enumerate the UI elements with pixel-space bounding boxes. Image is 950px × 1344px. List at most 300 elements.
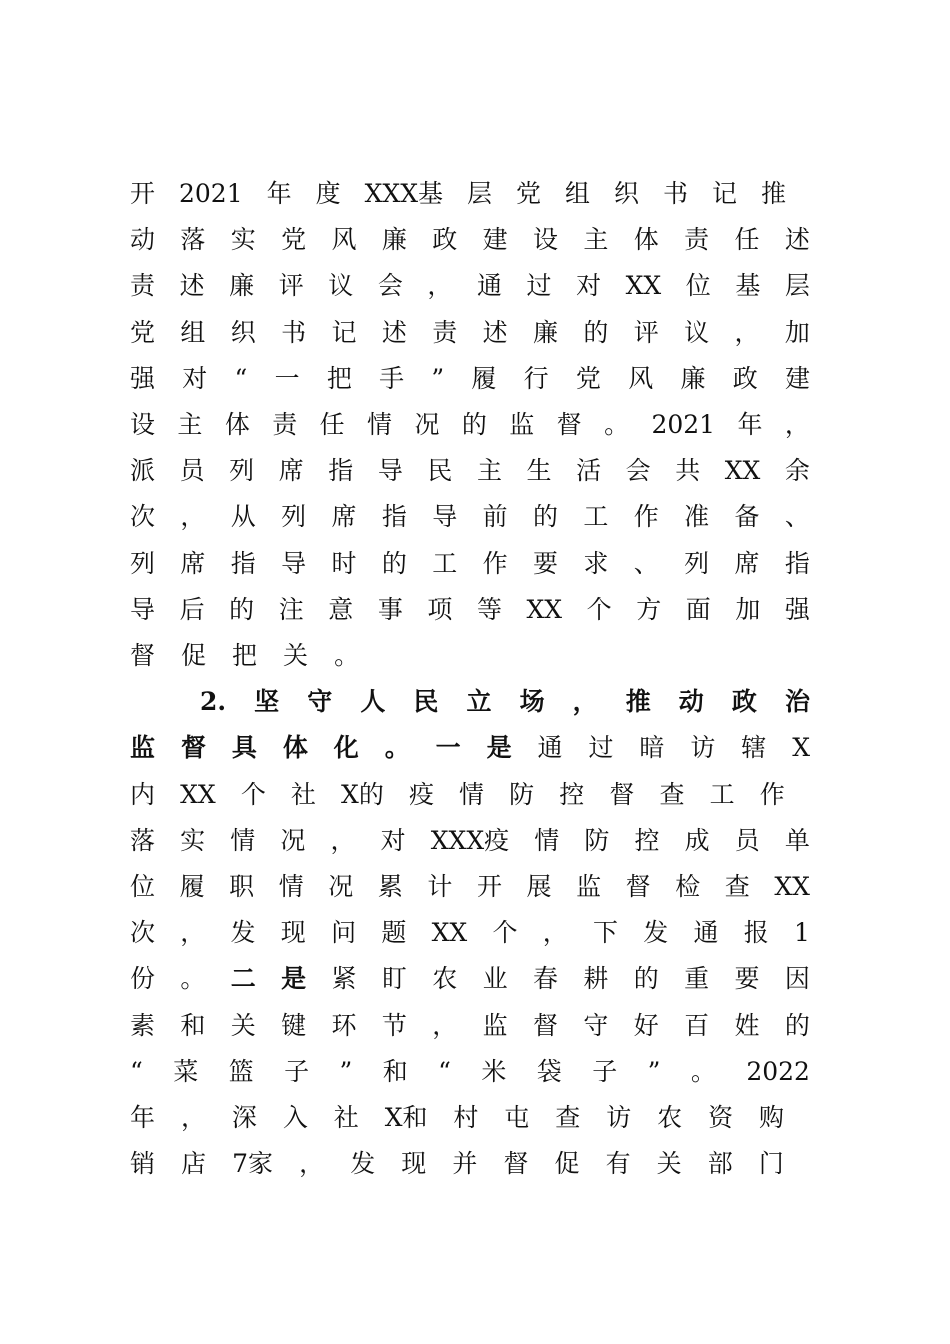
text-token: 督 bbox=[556, 410, 582, 439]
text-token: 暗 bbox=[639, 733, 665, 763]
text-token: 成 bbox=[684, 825, 710, 855]
text-token: ” bbox=[431, 363, 445, 393]
text-token: 情 bbox=[459, 779, 485, 809]
text-token: 席 bbox=[331, 502, 357, 532]
text-token: 况 bbox=[328, 872, 354, 901]
text-token: 篮 bbox=[228, 1056, 254, 1086]
text-token: 余 bbox=[784, 456, 810, 486]
text-token: 工 bbox=[432, 548, 458, 578]
text-token: 和 bbox=[382, 1056, 408, 1086]
paragraph-line bbox=[130, 497, 810, 537]
text-token: 织 bbox=[614, 179, 640, 208]
text-token: 村 bbox=[453, 1103, 479, 1132]
text-token: 通 bbox=[537, 733, 563, 763]
text-token: 过 bbox=[588, 733, 614, 763]
text-token: 、 bbox=[633, 548, 659, 578]
text-token: 。 bbox=[690, 1056, 716, 1086]
paragraph-line bbox=[130, 821, 810, 861]
text-token: 防 bbox=[584, 825, 610, 855]
text-token: 政 bbox=[732, 363, 758, 393]
text-token: 有 bbox=[605, 1149, 631, 1179]
text-token: 1 bbox=[794, 918, 810, 948]
text-token: 党 bbox=[575, 363, 601, 393]
text-token: 社 bbox=[290, 779, 316, 809]
text-token: 2021 bbox=[179, 179, 243, 208]
text-token: 对 bbox=[380, 825, 406, 855]
text-token: 会 bbox=[625, 456, 651, 486]
text-token: 派 bbox=[130, 456, 156, 486]
text-token: 现 bbox=[280, 918, 306, 948]
text-token: ， bbox=[180, 502, 206, 532]
text-token: 把 bbox=[326, 363, 352, 393]
text-token: 百 bbox=[684, 1010, 710, 1040]
text-token: 发 bbox=[643, 918, 669, 948]
text-token: 求 bbox=[583, 548, 609, 578]
text-token: 列 bbox=[684, 548, 710, 578]
paragraph-line bbox=[130, 220, 810, 260]
text-token: 入 bbox=[282, 1103, 308, 1132]
text-token: 作 bbox=[633, 502, 659, 532]
text-token: 度 bbox=[315, 179, 341, 208]
text-token: 子 bbox=[284, 1056, 310, 1086]
text-token: 督 bbox=[533, 1010, 559, 1040]
text-token: 资 bbox=[708, 1103, 734, 1132]
text-token: 建 bbox=[784, 363, 810, 393]
text-token: ， bbox=[330, 825, 356, 855]
text-token: 的 bbox=[461, 410, 487, 439]
text-token: 履 bbox=[471, 363, 497, 393]
text-token: 通 bbox=[693, 918, 719, 948]
text-token: 现 bbox=[401, 1149, 427, 1179]
paragraph-line bbox=[130, 266, 810, 306]
text-token: 推 bbox=[625, 687, 651, 717]
text-token: 立 bbox=[466, 687, 492, 717]
text-token: 控 bbox=[559, 779, 585, 809]
text-token: 议 bbox=[328, 271, 354, 301]
text-token: 织 bbox=[230, 317, 256, 347]
paragraph-line bbox=[130, 590, 810, 630]
text-token: 检 bbox=[675, 872, 701, 901]
text-token: 责 bbox=[684, 225, 710, 255]
text-token: 疫 bbox=[408, 779, 434, 809]
text-token: 廉 bbox=[381, 225, 407, 255]
text-token: ， bbox=[427, 271, 453, 301]
text-token: 会 bbox=[377, 271, 403, 301]
text-token: 关 bbox=[283, 641, 309, 670]
text-token: 动 bbox=[678, 687, 704, 717]
text-token: 发 bbox=[230, 918, 256, 948]
text-token: 督 bbox=[130, 641, 156, 670]
text-token: 门 bbox=[758, 1149, 784, 1179]
text-token: XX bbox=[774, 872, 810, 901]
text-token: 民 bbox=[413, 687, 439, 717]
text-token: 建 bbox=[482, 225, 508, 255]
paragraph-line bbox=[130, 775, 810, 815]
text-token: 紧 bbox=[331, 964, 357, 994]
text-token: 下 bbox=[592, 918, 618, 948]
text-token: 店 bbox=[181, 1149, 207, 1179]
text-token: 层 bbox=[784, 271, 810, 301]
text-token: 导 bbox=[130, 594, 156, 624]
text-token: 时 bbox=[331, 548, 357, 578]
text-token: 、 bbox=[784, 502, 810, 532]
text-token: 促 bbox=[554, 1149, 580, 1179]
text-token: 书 bbox=[281, 317, 307, 347]
text-token: 后 bbox=[179, 594, 205, 624]
paragraph-line bbox=[130, 728, 810, 768]
text-token: 要 bbox=[734, 964, 760, 994]
text-token: 责 bbox=[432, 317, 458, 347]
text-token: 体 bbox=[224, 410, 250, 439]
text-token: 任 bbox=[734, 225, 760, 255]
text-token: 深 bbox=[231, 1103, 257, 1132]
text-token: ， bbox=[734, 317, 760, 347]
text-token: 况 bbox=[280, 825, 306, 855]
text-token: 米 bbox=[481, 1056, 507, 1086]
text-token: 席 bbox=[180, 548, 206, 578]
text-token: “ bbox=[438, 1056, 451, 1086]
text-token: 好 bbox=[633, 1010, 659, 1040]
text-token: 督 bbox=[625, 872, 651, 901]
text-token: 防 bbox=[509, 779, 535, 809]
text-token: 关 bbox=[656, 1149, 682, 1179]
text-token: 活 bbox=[576, 456, 602, 486]
paragraph-line bbox=[130, 313, 810, 353]
text-token: 一 bbox=[274, 363, 300, 393]
text-token: 监 bbox=[576, 872, 602, 901]
text-token: 单 bbox=[784, 825, 810, 855]
text-token: 重 bbox=[684, 964, 710, 994]
text-token: 指 bbox=[381, 502, 407, 532]
text-token: XXX疫 bbox=[430, 825, 510, 855]
text-token: 坚 bbox=[254, 687, 280, 717]
text-token: 述 bbox=[784, 225, 810, 255]
text-token: 把 bbox=[232, 641, 258, 670]
text-token: 问 bbox=[331, 918, 357, 948]
text-token: XXX基 bbox=[364, 179, 444, 208]
text-token: 动 bbox=[130, 225, 156, 255]
text-token: 列 bbox=[130, 548, 156, 578]
text-token: 述 bbox=[179, 271, 205, 301]
text-token: ， bbox=[784, 410, 810, 439]
text-token: 书 bbox=[663, 179, 689, 208]
text-token: 准 bbox=[684, 502, 710, 532]
text-token: 2022 bbox=[746, 1056, 810, 1086]
text-token: 责 bbox=[130, 271, 156, 301]
text-token: XX bbox=[625, 271, 662, 301]
text-token: 方 bbox=[636, 594, 662, 624]
text-token: ， bbox=[180, 918, 206, 948]
text-token: 销 bbox=[130, 1149, 156, 1179]
text-token: 的 bbox=[633, 964, 659, 994]
text-token: 份 bbox=[130, 964, 156, 994]
text-token: 设 bbox=[533, 225, 559, 255]
text-token: 并 bbox=[452, 1149, 478, 1179]
text-token: 素 bbox=[130, 1010, 156, 1040]
paragraph-line bbox=[130, 867, 810, 907]
text-token: 意 bbox=[328, 594, 354, 624]
text-token: ” bbox=[647, 1056, 661, 1086]
text-token: 廉 bbox=[533, 317, 559, 347]
text-token: 访 bbox=[606, 1103, 632, 1132]
text-token: 作 bbox=[759, 779, 785, 809]
text-token: 的 bbox=[583, 317, 609, 347]
text-token: XX bbox=[526, 594, 563, 624]
paragraph-line bbox=[130, 913, 810, 953]
text-token: 要 bbox=[533, 548, 559, 578]
text-token: 情 bbox=[230, 825, 256, 855]
text-token: 廉 bbox=[229, 271, 255, 301]
text-token: 议 bbox=[684, 317, 710, 347]
paragraph-line bbox=[130, 1052, 810, 1092]
text-token: 购 bbox=[759, 1103, 785, 1132]
text-token: ， bbox=[180, 1103, 206, 1132]
text-token: 。 bbox=[604, 410, 630, 439]
text-token: 社 bbox=[333, 1103, 359, 1132]
text-token: 开 bbox=[130, 179, 156, 208]
text-token: ， bbox=[299, 1149, 325, 1179]
text-token: 员 bbox=[179, 456, 205, 486]
text-token: 民 bbox=[427, 456, 453, 486]
text-token: 展 bbox=[526, 872, 552, 901]
paragraph-line bbox=[130, 451, 810, 491]
text-token: 屯 bbox=[504, 1103, 530, 1132]
text-token: 耕 bbox=[583, 964, 609, 994]
text-token: 。 bbox=[180, 964, 206, 994]
paragraph-line bbox=[130, 405, 810, 445]
text-token: 控 bbox=[634, 825, 660, 855]
text-token: 风 bbox=[331, 225, 357, 255]
text-token: 关 bbox=[230, 1010, 256, 1040]
text-token: 体 bbox=[282, 733, 308, 763]
text-token: 个 bbox=[240, 779, 266, 809]
text-token: 等 bbox=[476, 594, 502, 624]
text-token: ， bbox=[572, 687, 598, 717]
text-token: 具 bbox=[231, 733, 257, 763]
text-token: X bbox=[792, 733, 810, 763]
text-token: 席 bbox=[278, 456, 304, 486]
text-token: 查 bbox=[659, 779, 685, 809]
text-token: 作 bbox=[482, 548, 508, 578]
text-token: 盯 bbox=[381, 964, 407, 994]
text-token: 指 bbox=[784, 548, 810, 578]
text-token: XX bbox=[431, 918, 468, 948]
text-token: 是 bbox=[486, 733, 512, 763]
text-token: 2. bbox=[200, 687, 227, 717]
text-token: 和 bbox=[180, 1010, 206, 1040]
text-token: 开 bbox=[476, 872, 502, 901]
text-token: 工 bbox=[583, 502, 609, 532]
text-token: 主 bbox=[476, 456, 502, 486]
text-token: 席 bbox=[734, 548, 760, 578]
text-token: 手 bbox=[379, 363, 405, 393]
text-token: 个 bbox=[492, 918, 518, 948]
text-token: 督 bbox=[180, 733, 206, 763]
text-token: 姓 bbox=[734, 1010, 760, 1040]
text-token: 党 bbox=[130, 317, 156, 347]
text-token: 查 bbox=[555, 1103, 581, 1132]
text-token: 二 bbox=[230, 964, 256, 994]
text-token: 风 bbox=[628, 363, 654, 393]
text-token: ， bbox=[542, 918, 568, 948]
text-token: 环 bbox=[331, 1010, 357, 1040]
text-token: 强 bbox=[784, 594, 810, 624]
text-token: 治 bbox=[784, 687, 810, 717]
text-token: 层 bbox=[467, 179, 493, 208]
text-token: ， bbox=[432, 1010, 458, 1040]
text-token: 查 bbox=[724, 872, 750, 901]
text-token: 一 bbox=[435, 733, 461, 763]
text-token: 评 bbox=[278, 271, 304, 301]
text-token: 键 bbox=[281, 1010, 307, 1040]
text-token: 组 bbox=[565, 179, 591, 208]
text-token: 共 bbox=[675, 456, 701, 486]
text-token: 推 bbox=[761, 179, 787, 208]
text-token: 是 bbox=[281, 964, 307, 994]
text-token: 导 bbox=[281, 548, 307, 578]
text-token: 对 bbox=[576, 271, 602, 301]
text-token: 农 bbox=[432, 964, 458, 994]
text-token: 加 bbox=[735, 594, 761, 624]
text-token: 列 bbox=[229, 456, 255, 486]
text-token: 列 bbox=[281, 502, 307, 532]
text-token: 年 bbox=[737, 410, 763, 439]
text-token: 述 bbox=[482, 317, 508, 347]
text-token: 实 bbox=[180, 825, 206, 855]
text-token: 监 bbox=[482, 1010, 508, 1040]
text-token: “ bbox=[130, 1056, 143, 1086]
text-token: 指 bbox=[328, 456, 354, 486]
text-token: 辖 bbox=[741, 733, 767, 763]
text-token: 过 bbox=[526, 271, 552, 301]
text-token: 责 bbox=[272, 410, 298, 439]
text-token: 。 bbox=[334, 641, 360, 670]
text-token: 任 bbox=[319, 410, 345, 439]
text-token: 位 bbox=[685, 271, 711, 301]
text-token: 从 bbox=[230, 502, 256, 532]
text-token: 述 bbox=[381, 317, 407, 347]
text-token: 组 bbox=[180, 317, 206, 347]
text-token: 况 bbox=[414, 410, 440, 439]
text-token: 。 bbox=[384, 733, 410, 763]
text-token: 访 bbox=[690, 733, 716, 763]
text-token: 督 bbox=[609, 779, 635, 809]
text-token: 廉 bbox=[680, 363, 706, 393]
text-token: 2021 bbox=[651, 410, 716, 439]
text-token: 备 bbox=[734, 502, 760, 532]
text-token: 化 bbox=[333, 733, 359, 763]
text-token: 报 bbox=[743, 918, 769, 948]
text-token: 生 bbox=[526, 456, 552, 486]
text-token: 袋 bbox=[536, 1056, 562, 1086]
text-token: 行 bbox=[523, 363, 549, 393]
paragraph-line bbox=[130, 1006, 810, 1046]
paragraph-line bbox=[130, 174, 810, 214]
text-token: 记 bbox=[712, 179, 738, 208]
text-token: 加 bbox=[784, 317, 810, 347]
text-token: 累 bbox=[377, 872, 403, 901]
text-token: 促 bbox=[181, 641, 207, 670]
text-token: 履 bbox=[179, 872, 205, 901]
text-token: 设 bbox=[130, 410, 156, 439]
text-token: 实 bbox=[230, 225, 256, 255]
text-token: 人 bbox=[360, 687, 386, 717]
text-token: 的 bbox=[533, 502, 559, 532]
text-token: 位 bbox=[130, 872, 156, 901]
text-token: 情 bbox=[278, 872, 304, 901]
text-token: 体 bbox=[633, 225, 659, 255]
text-token: 导 bbox=[377, 456, 403, 486]
text-token: 注 bbox=[278, 594, 304, 624]
text-token: 基 bbox=[735, 271, 761, 301]
text-token: 内 bbox=[130, 779, 156, 809]
paragraph-line bbox=[130, 959, 810, 999]
text-token: 次 bbox=[130, 502, 156, 532]
text-token: 年 bbox=[130, 1103, 156, 1132]
text-token: 情 bbox=[367, 410, 393, 439]
text-token: 年 bbox=[266, 179, 292, 208]
text-token: 发 bbox=[350, 1149, 376, 1179]
text-token: XX bbox=[724, 456, 761, 486]
text-token: 监 bbox=[130, 733, 156, 763]
text-token: 记 bbox=[331, 317, 357, 347]
text-token: 农 bbox=[657, 1103, 683, 1132]
text-token: 面 bbox=[685, 594, 711, 624]
text-token: 工 bbox=[709, 779, 735, 809]
text-token: 职 bbox=[229, 872, 255, 901]
text-token: 场 bbox=[519, 687, 545, 717]
text-token: 导 bbox=[432, 502, 458, 532]
text-token: 子 bbox=[592, 1056, 618, 1086]
text-token: 通 bbox=[476, 271, 502, 301]
text-token: 守 bbox=[583, 1010, 609, 1040]
text-token: 评 bbox=[633, 317, 659, 347]
text-token: 次 bbox=[130, 918, 156, 948]
text-token: 的 bbox=[381, 548, 407, 578]
text-token: 7家 bbox=[232, 1149, 274, 1179]
text-token: X和 bbox=[384, 1103, 428, 1132]
text-token: 计 bbox=[427, 872, 453, 901]
text-token: 党 bbox=[516, 179, 542, 208]
text-token: 落 bbox=[130, 825, 156, 855]
paragraph-line bbox=[130, 1144, 810, 1184]
paragraph-line bbox=[130, 359, 810, 399]
text-token: ” bbox=[339, 1056, 353, 1086]
text-token: 题 bbox=[381, 918, 407, 948]
text-token: 节 bbox=[381, 1010, 407, 1040]
text-token: 项 bbox=[427, 594, 453, 624]
text-token: 菜 bbox=[173, 1056, 199, 1086]
text-token: 情 bbox=[534, 825, 560, 855]
text-token: 落 bbox=[180, 225, 206, 255]
text-token: 个 bbox=[586, 594, 612, 624]
text-token: 业 bbox=[482, 964, 508, 994]
paragraph-line bbox=[130, 636, 810, 676]
text-token: 政 bbox=[432, 225, 458, 255]
text-token: 党 bbox=[281, 225, 307, 255]
paragraph-line bbox=[130, 544, 810, 584]
text-token: 强 bbox=[130, 363, 156, 393]
text-token: 春 bbox=[533, 964, 559, 994]
text-token: 的 bbox=[229, 594, 255, 624]
text-token: 因 bbox=[784, 964, 810, 994]
text-token: X的 bbox=[341, 779, 384, 809]
text-token: 指 bbox=[230, 548, 256, 578]
text-token: 部 bbox=[707, 1149, 733, 1179]
text-token: 主 bbox=[177, 410, 203, 439]
text-token: 员 bbox=[734, 825, 760, 855]
paragraph-line bbox=[130, 1098, 810, 1138]
